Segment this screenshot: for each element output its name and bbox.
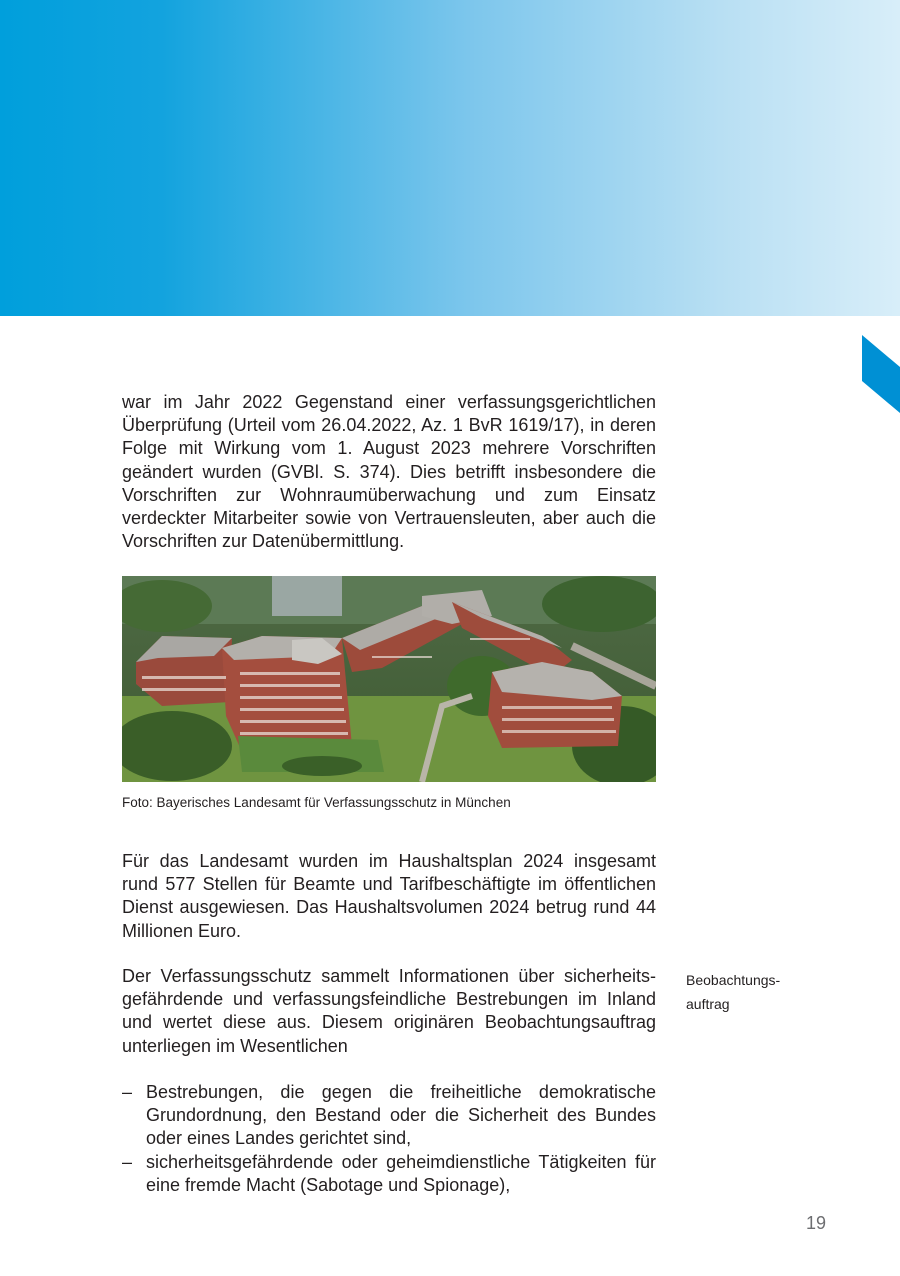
- list-item: [122, 1081, 656, 1151]
- margin-note-line-1: Beobachtungs-: [686, 972, 781, 988]
- body-paragraph-3: Der Verfassungsschutz sammelt Informationen über sicherheitsgefährdende und verfassungsfeindliche Bestrebungen im Inland und wertet diese aus. Diesem originären Beobachtungsauftrag unterliegen im Wesentlichen: [122, 966, 656, 1056]
- chapter-tab-marker: [862, 335, 900, 413]
- body-paragraph-2: Für das Landesamt wurden im Haushaltsplan 2024 insgesamt rund 577 Stellen für Beamte und Tarifbeschäftigte im öffentlichen Dienst ausgewiesen. Das Haushaltsvolumen 2024 betrug rund 44 Millionen Euro.: [122, 851, 656, 941]
- list-item: [122, 1151, 656, 1197]
- margin-note-line-2: auftrag: [686, 996, 730, 1012]
- photo-caption: Foto: Bayerisches Landesamt für Verfassungsschutz in München: [122, 795, 511, 810]
- header-banner: [0, 0, 900, 316]
- list-item-text: Bestrebungen, die gegen die freiheitliche demokratische Grundordnung, den Bestand oder die Sicherheit des Bundes oder eines Landes gerichtet sind,: [146, 1082, 656, 1149]
- margin-note: [686, 968, 780, 1016]
- dash-list: [122, 1081, 656, 1197]
- page-number: 19: [806, 1213, 827, 1233]
- list-item-text: sicherheitsgefährdende oder geheimdienstliche Tätigkeiten für eine fremde Macht (Sabotage und Spionage),: [146, 1151, 656, 1195]
- list-dash: –: [122, 1151, 133, 1172]
- list-dash: –: [122, 1082, 133, 1102]
- building-photo: [122, 576, 656, 782]
- body-paragraph-1: war im Jahr 2022 Gegenstand einer verfassungsgerichtlichen Überprüfung (Urteil vom 26.04.2022, Az. 1 BvR 1619/17), in deren Folge mit Wirkung vom 1. August 2023 mehrere Vorschriften geändert wurden (GVBl. S. 374). Dies betrifft insbesondere die Vorschriften zur Wohnraumüberwachung und zum Einsatz verdeckter Mitarbeiter sowie von Vertrauensleuten, aber auch die Vorschriften zur Datenübermittlung.: [122, 392, 656, 552]
